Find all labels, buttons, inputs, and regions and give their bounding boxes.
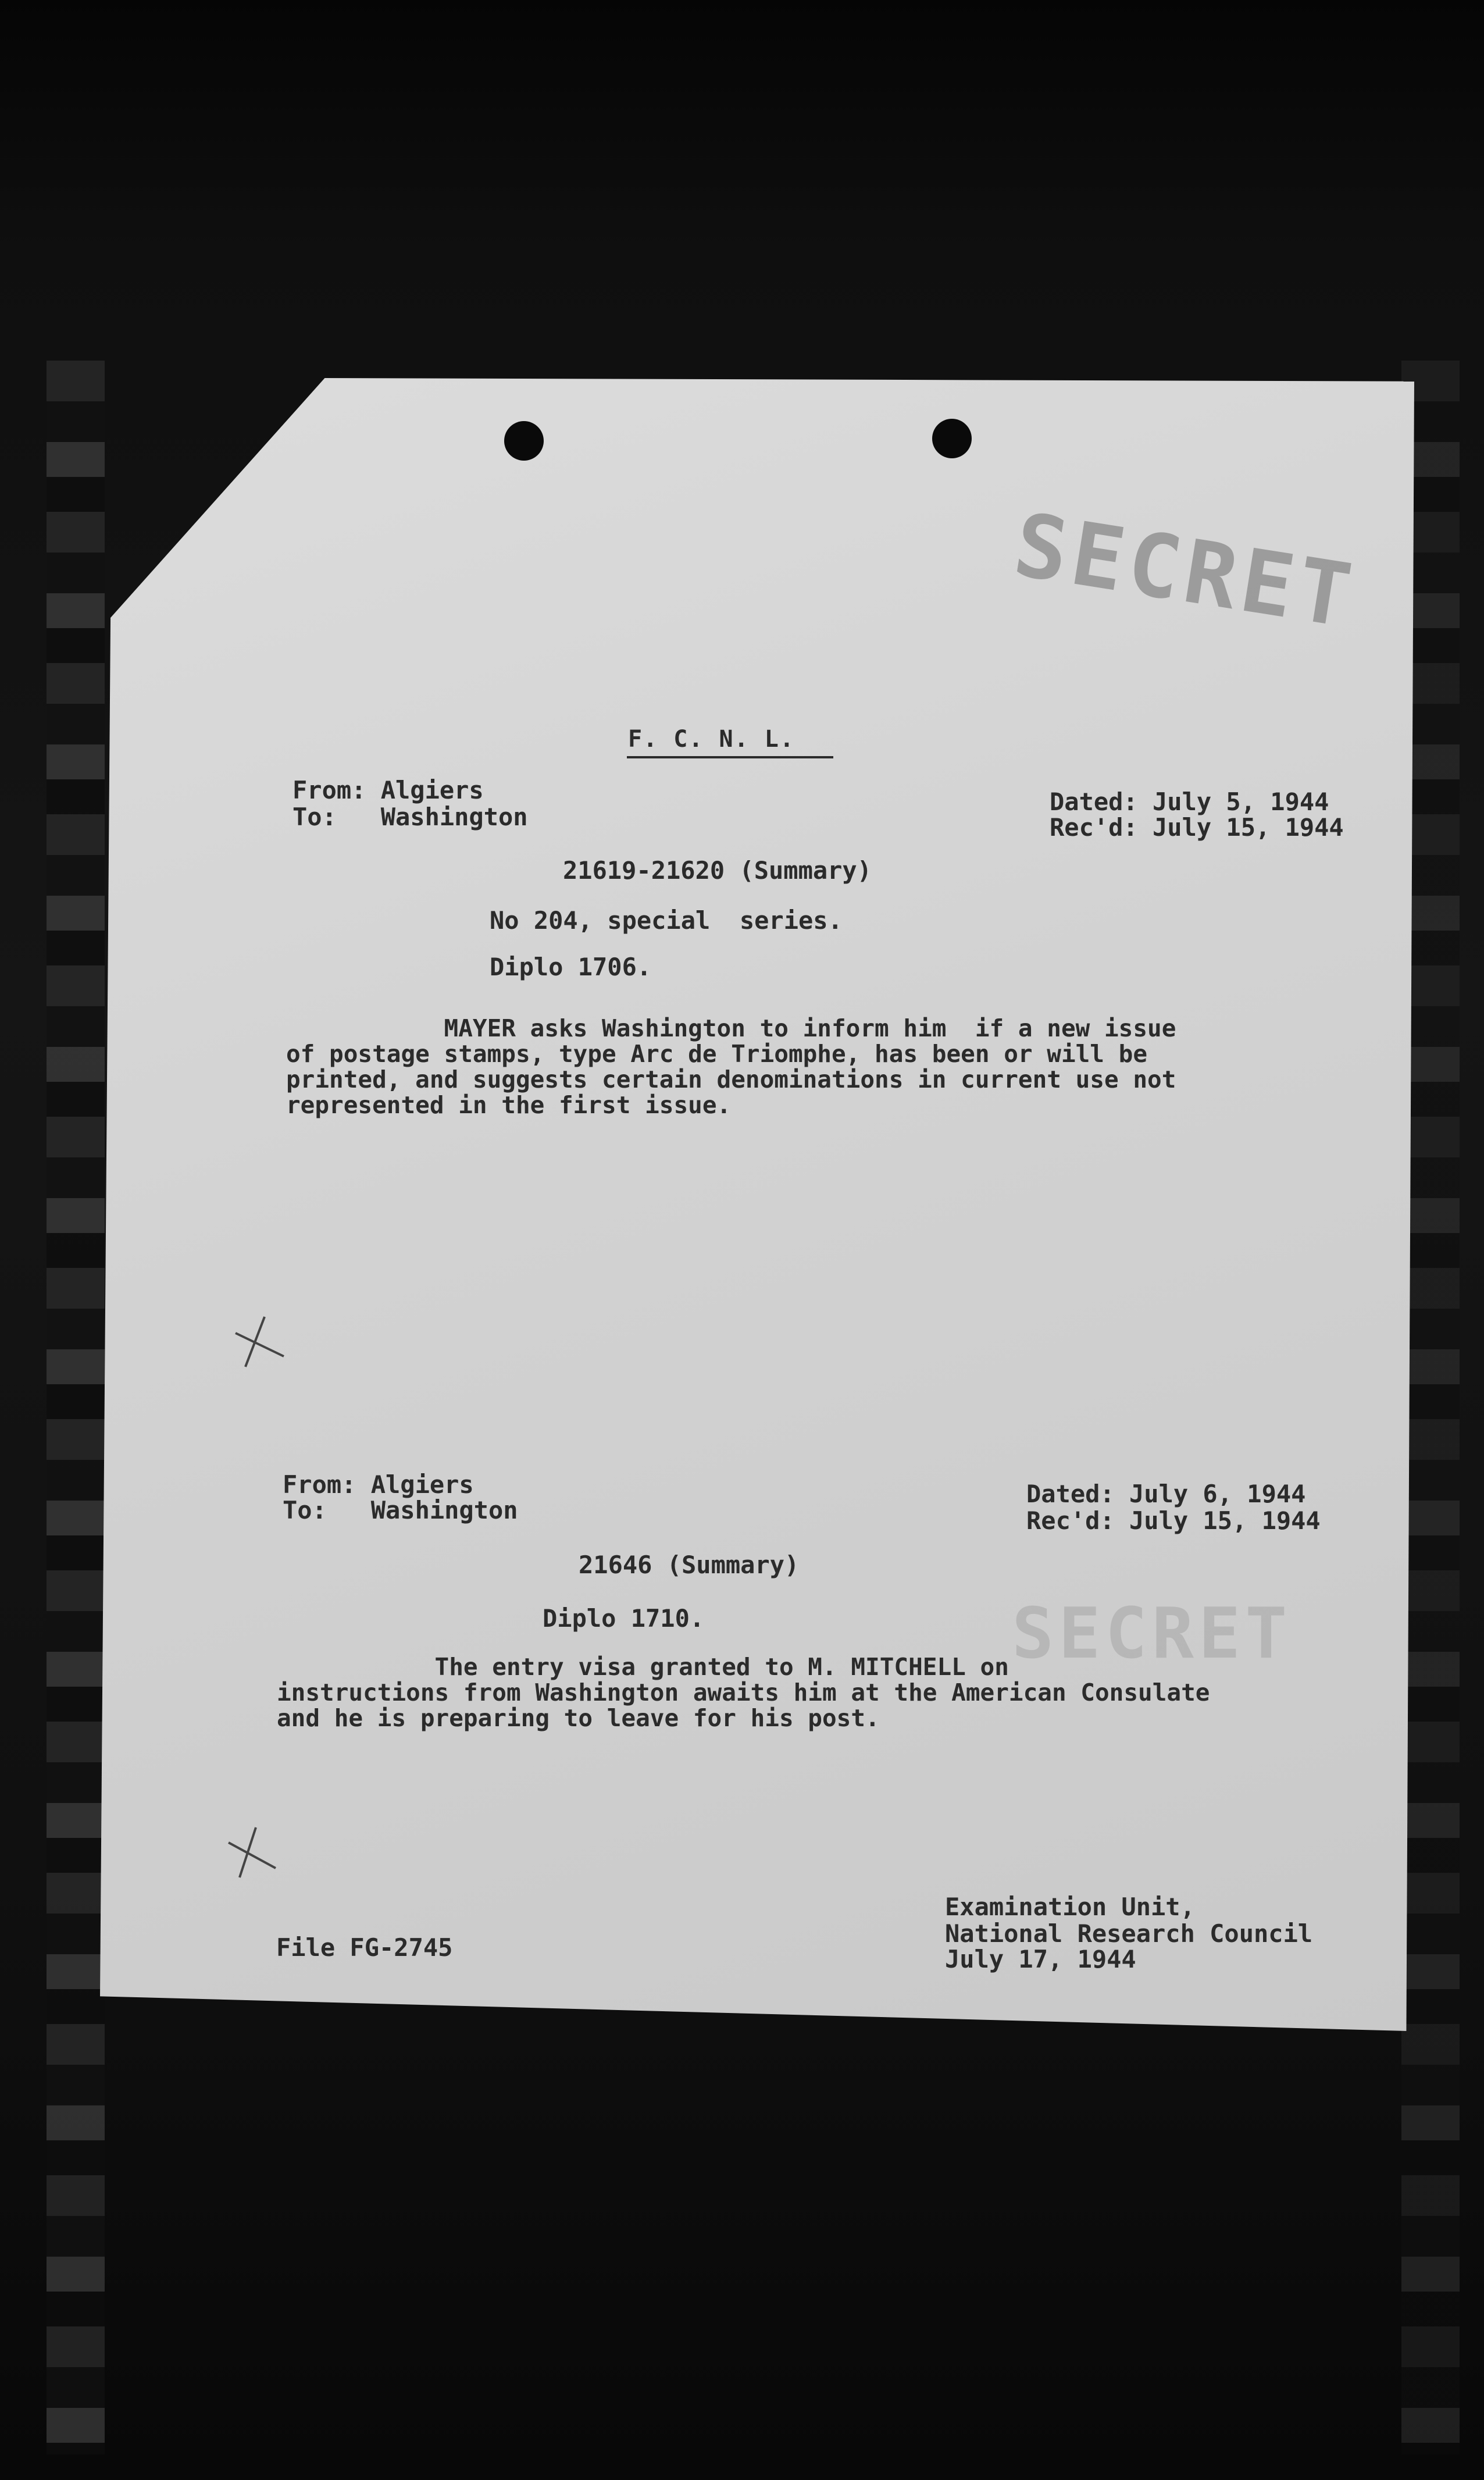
file-reference: File FG-2745 [276,1933,453,1962]
signature-line: July 17, 1944 [945,1945,1136,1973]
film-edge-left [47,361,105,2454]
secret-stamp: SECRET [1007,494,1362,648]
message-1-diplo: Diplo 1706. [490,953,652,981]
signature-line: Examination Unit, [945,1893,1195,1921]
message-1-dated: Dated: July 5, 1944 [1050,788,1329,816]
cross-mark-icon [226,1826,278,1879]
message-2-numbers: 21646 (Summary) [579,1551,800,1579]
message-1-numbers: 21619-21620 (Summary) [563,856,872,885]
punch-hole-right [932,419,972,458]
punch-hole-left [504,421,544,461]
message-1-received: Rec'd: July 15, 1944 [1050,813,1344,842]
message-2-body: The entry visa granted to M. MITCHELL on instructions from Washington awaits him at the American Consulate and he is preparing to leave for his post. [277,1653,1210,1732]
secret-stamp-faint: SECRET [1012,1594,1292,1674]
message-1-body: MAYER asks Washington to inform him if a new issue of postage stamps, type Arc de Triomphe, has been or will be printed, and suggests certain denominations in current use not represented in the first issue. [286,1014,1176,1119]
message-2-diplo: Diplo 1710. [543,1604,705,1633]
signature-line: National Research Council [945,1919,1313,1948]
document-header: F. C. N. L. [628,726,795,753]
message-1-series: No 204, special series. [490,906,843,935]
message-1-from: From: Algiers [292,776,484,804]
message-2-to: To: Washington [283,1496,518,1524]
header-underline [627,756,833,758]
message-2-received: Rec'd: July 15, 1944 [1026,1506,1321,1535]
message-2-dated: Dated: July 6, 1944 [1026,1480,1306,1508]
cross-mark-icon [233,1316,285,1368]
message-1-to: To: Washington [292,803,528,831]
message-2-from: From: Algiers [283,1470,474,1499]
